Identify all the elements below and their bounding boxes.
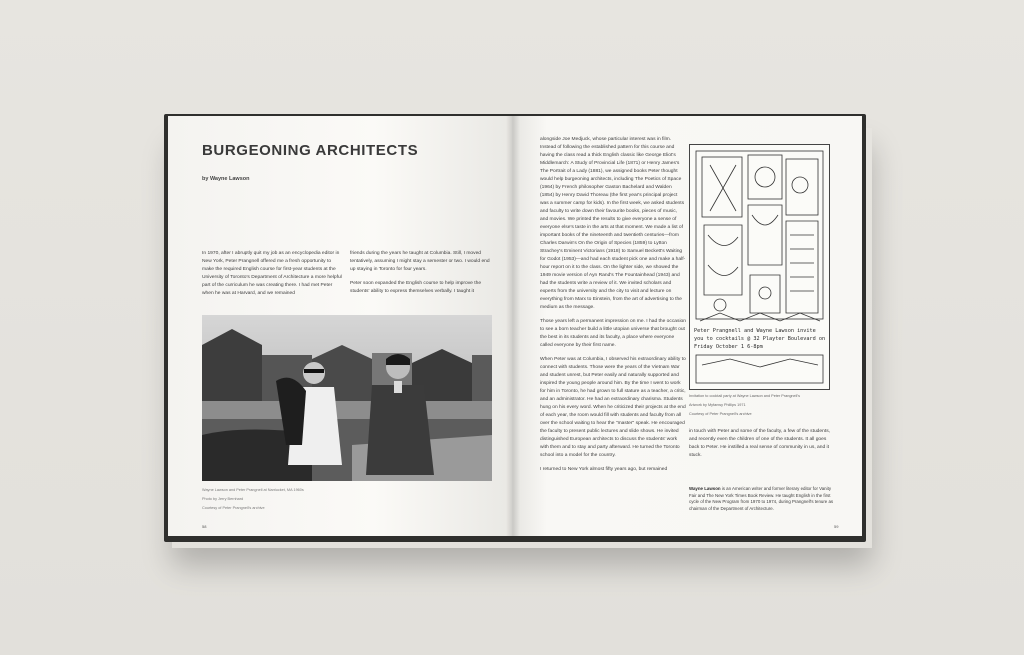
paragraph: I returned to New York almost fifty years ago, but remained <box>540 467 668 472</box>
caption-line: Invitation to cocktail party at Wayne Lawson and Peter Prangnell's <box>689 394 800 398</box>
photo-caption <box>202 486 382 513</box>
sketch-line: Friday October 1 6-8pm <box>694 344 763 350</box>
page-number: 59 <box>834 524 839 529</box>
sketch-line: Peter Prangnell and Wayne Lawson invite <box>694 328 816 334</box>
sketch-drawing <box>690 145 829 389</box>
caption-line: Courtesy of Peter Prangnell's archive <box>202 506 265 510</box>
paragraph: alongside Joe Medjuck, whose particular interest was in film. Instead of following the established pattern for this course and having the class read a thick English classic like George Eliot's Middlemarch: A Study of Provincial Life (1871) or Henry James's The Portrait of a Lady (1881), we assigned books Peter thought would help burgeoning architects, including The Poetics of Space (1964) by French philosopher Gaston Bachelard and Walden (1854) by Henry David Thoreau (the first year's principal project was a summer camp for kids). In the first week, we asked students and faculty to write down their favourite books, pieces of music, and movies. We printed the results to give everyone a sense of everyone else's taste in the arts at that moment. We made a list of important books of the nineteenth and twentieth centuries—from Charles Darwin's On the Origin of Species (1859) to Lytton Strachey's Eminent Victorians (1918) to Samuel Beckett's Waiting for Godot (1953)—and had each student pick one and make a half-hour report on it to the class. On the lighter side, we showed the 1949 movie version of Ayn Rand's The Fountainhead (1943) and had the students write a review of it. We invited scholars and experts from the university and the city to visit and lecture on everything from Marx to Einstein, from the art of advertising to the medium as the message. <box>540 137 686 310</box>
paragraph: Peter soon expanded the English course to help improve the students' ability to express themselves verbally. I taught it <box>350 281 482 294</box>
caption-line: Photo by Jerry Bernhard <box>202 497 244 501</box>
author-bio: is an American writer and former literary editor for Vanity Fair and The New York Times Book Review. He taught English in the first cycle of the New Program from 1970 to 1974, during Prangnell's tenure as chairman of the Department of Architecture. <box>689 486 834 511</box>
right-column-1 <box>540 136 686 480</box>
left-page <box>168 116 512 536</box>
paragraph: When Peter was at Columbia, I observed his extraordinary ability to connect with students. Those were the years of the Vietnam War and student unrest, but Peter easily and naturally supported and inspired the young people around him. By the time I went to work for him in Toronto, he had grown to full stature as a teacher, a critic, and an administrator. He had an extraordinary charisma. Students hung on his every word. When he criticized their projects at the end of each year, the room would fill with students and faculty from all over the school waiting to hear the "master" speak. He encouraged the faculty to present public lectures and slide shows. He invited distinguished European architects to discuss the students' work with them and to stay and party afterward. He turned the Toronto school into a model for the country. <box>540 357 686 458</box>
byline: by Wayne Lawson <box>202 176 250 182</box>
paragraph: in touch with Peter and some of the faculty, a few of the students, and recently even the children of one of the students. It all goes back to Peter. He instilled a real sense of community in us, and it stuck. <box>689 429 831 458</box>
chapter-title: BURGEONING ARCHITECTS <box>202 142 419 159</box>
bw-photograph <box>202 315 492 481</box>
paragraph: Those years left a permanent impression on me. I had the occasion to see a born teacher build a little utopian universe that brought out the best in its students and its faculty, a place where everyone called everyone by their first name. <box>540 319 686 348</box>
sketch-handwriting <box>694 327 827 351</box>
author-name: Wayne Lawson <box>689 486 721 491</box>
right-page <box>512 116 862 536</box>
caption-line: Courtesy of Peter Prangnell's archive <box>689 412 752 416</box>
left-column-1: In 1970, after I abruptly quit my job as an encyclopedia editor in New York, Peter Prangnell offered me a fresh opportunity to make the required English course for first-year students at the University of Toronto's Department of Architecture a more helpful part of the curriculum he was creating there. I had met Peter when he was at Harvard, and we remained <box>202 251 342 296</box>
right-column-2 <box>689 428 835 466</box>
sketch-caption <box>689 392 835 419</box>
invitation-sketch <box>689 144 830 390</box>
page-number: 58 <box>202 524 207 529</box>
sketch-line: you to cocktails @ 32 Playter Boulevard on <box>694 336 826 342</box>
book-gutter <box>506 116 520 536</box>
author-note <box>689 486 835 512</box>
photo-illustration <box>202 315 492 481</box>
left-column-2 <box>350 250 490 302</box>
caption-line: Wayne Lawson and Peter Prangnell at Nantucket, MA 1960s <box>202 488 304 492</box>
paragraph: friends during the years he taught at Columbia. Still, I moved tentatively, assuming I might stay a semester or two. I would end up staying in Toronto for four years. <box>350 251 490 272</box>
caption-line: Artwork by Myfanwy Phillips 1971 <box>689 403 746 407</box>
